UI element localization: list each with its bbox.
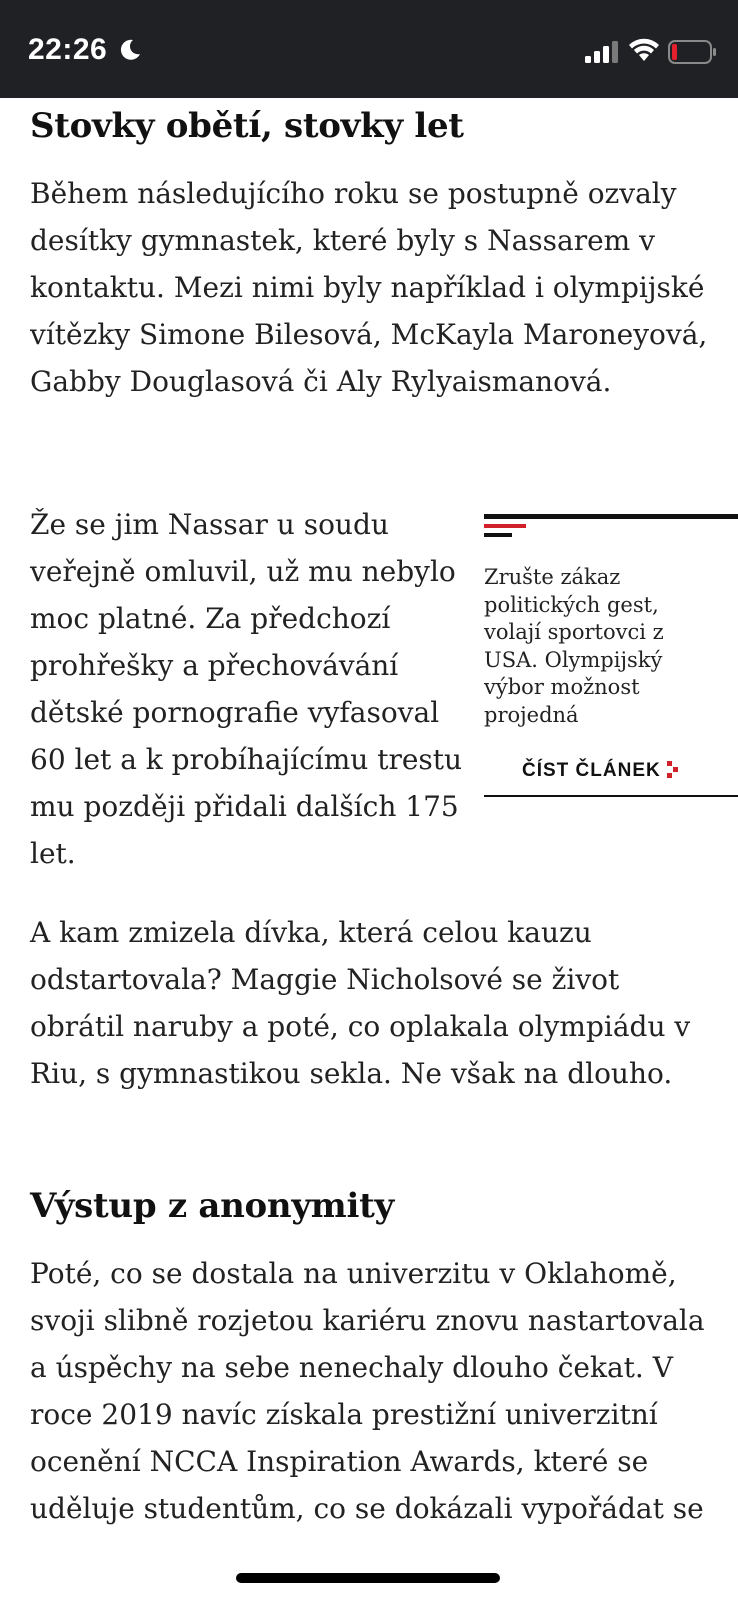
section-heading: Stovky obětí, stovky let bbox=[30, 106, 464, 146]
article-paragraph: Poté, co se dostala na univerzitu v Oklahomě, svoji slibně rozjetou kariéru znovu nastartovala a úspěchy na sebe nenechaly dlouho čekat. V roce 2019 navíc získala prestižní univerzitní ocenění NCCA Inspiration Awards, které se uděluje studentům, co se dokázali vypořádat se bbox=[30, 1257, 705, 1525]
status-bar bbox=[0, 0, 738, 98]
card-top-rule bbox=[484, 514, 738, 519]
home-indicator[interactable] bbox=[236, 1573, 500, 1583]
related-article-title[interactable]: Zrušte zákaz politických gest, volají sportovci z USA. Olympijský výbor možnost projedná bbox=[484, 565, 664, 727]
card-bottom-rule bbox=[484, 795, 738, 797]
chevron-right-icon bbox=[667, 761, 681, 779]
article-paragraph: Během následujícího roku se postupně ozvaly desítky gymnastek, které byly s Nassarem v kontaktu. Mezi nimi byly například i olympijské vítězky Simone Bilesová, McKayla Maroneyová, Gabby Douglasová či Aly Rylyaismanová. bbox=[30, 177, 708, 398]
battery-icon bbox=[668, 40, 718, 64]
wifi-icon bbox=[628, 38, 660, 64]
status-time: 22:26 bbox=[28, 33, 108, 66]
related-article-card[interactable] bbox=[484, 514, 738, 797]
read-article-link[interactable]: ČÍST ČLÁNEK bbox=[522, 760, 661, 781]
article-paragraph: Že se jim Nassar u soudu veřejně omluvil, už mu nebylo moc platné. Za předchozí prohřešky a přechovávání dětské pornografie vyfasoval 60 let a k probíhajícímu trestu mu později přidali dalších 175 let. bbox=[30, 508, 463, 870]
section-heading: Výstup z anonymity bbox=[30, 1186, 394, 1226]
brand-accent-bar bbox=[484, 533, 512, 537]
signal-icon bbox=[585, 40, 621, 64]
brand-accent-bar bbox=[484, 524, 526, 528]
moon-icon bbox=[118, 38, 142, 62]
article-paragraph: A kam zmizela dívka, která celou kauzu odstartovala? Maggie Nicholsové se život obrátil naruby a poté, co oplakala olympiádu v Riu, s gymnastikou sekla. Ne však na dlouho. bbox=[30, 916, 691, 1090]
